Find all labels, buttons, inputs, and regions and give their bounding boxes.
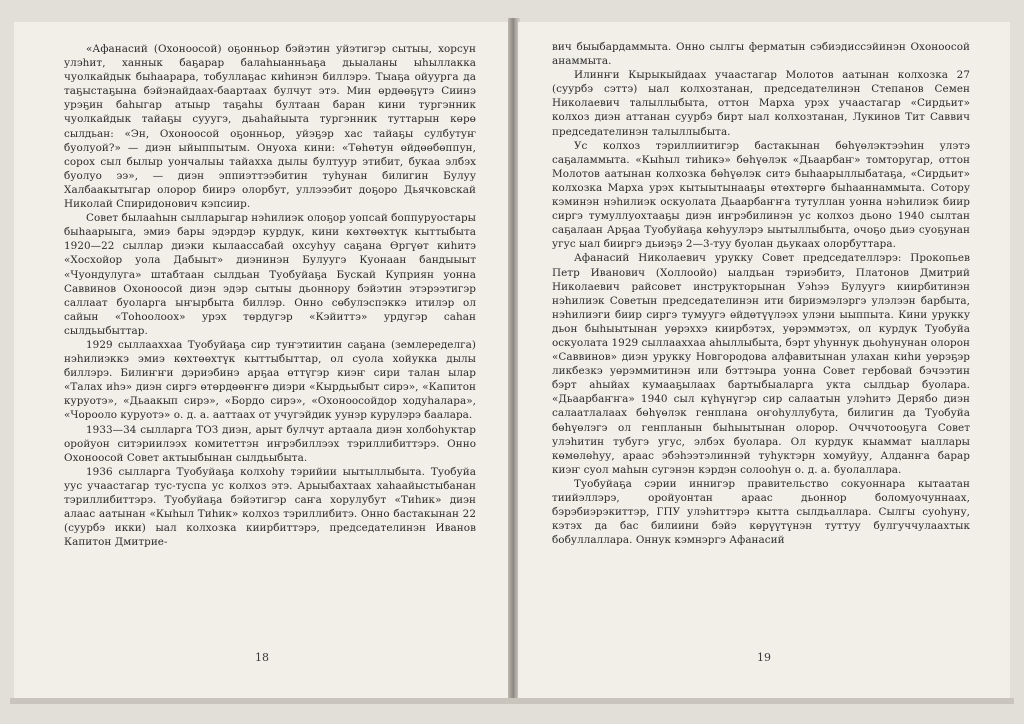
right-paragraph-4: Афанасий Николаевич урукку Совет председателлэрэ: Прокопьев Петр Иванович (Холлоойо) ыалдьан тэриэбитэ, Платонов Дмитрий Николаевич райсовет инструкторынан Уэhээ Булуугэ киирбитинэн нэhилиэк Советын председателинэн ити бириэмэлэргэ улэлээн барбыта, нэhилиэги биир сиргэ тумуугэ өйдөтүүлээх улэни ыыппыта. Кини урукку дьон быhыытынан уөрэххэ киирбэтэх, уөрэммэтэх, ол курдук Туобуйа оскуолата 1929 сыллааххаа аhыллыбыта, бэрт уhуннук дьоhунунан олорон «Саввинов» диэн урукку Новгородова алфавитынан улахан киhи уөрэҕэр ликбезкэ уөрэммитинэн или бэттэыра уонна Совет гербовай бэчээтин бэрт аhыйах кумааҕылаах бартыбыаларга укта сылдьар буолара. «Дьаарбаҥҥа» 1940 сыл күhүнүгэр сир салаатын улэhитэ Дерябо диэн салаатлалаах бөһүөлэк генплана оҥоhуллубута, билигин да Туобуйа бөһүөлэгэ ол генпланын быhыытынан олорор. Очччотооҕуга Совет улэhитин тубугэ угус, элбэх буолара. Ол курдук кыаммат ыаллары көмөлөhуу, араас эбэhээтэлиннэй туhуктэрн хомуйуу, Алданҥа барар киэҥ суол маhын сугэнэн кэрдэн солооhун о. д. а. буолаллара. <box>552 252 970 476</box>
right-page <box>518 22 1010 698</box>
left-paragraph-5: 1936 сылларга Туобуйаҕа колхоhу тэрийии ыытыллыбыта. Туобуйа уус учаастагар тус-туспа ус колхоз этэ. Арыыбахтаах хаhаайыстыбанан тэриллибиттэрэ. Туобуйаҕа бэйэтигэр саҥа хорулубут «Тиhик» диэн алаас аатынан «Кыhыл Тиhик» колхоз тэриллибитэ. Онно бастакынан 22 (суурбэ икки) ыал колхозка киирбиттэрэ, председателинэн Иванов Капитон Дмитрие- <box>64 465 476 549</box>
right-paragraph-2: Илинҥи Кырыкыйдаах учаастагар Молотов аатынан колхозка 27 (суурбэ сэттэ) ыал колхозтанан, председателинэн Степанов Семен Николаевич талыллыбыта, оттон Марха урэх учаастагар «Сирдьит» колхоз диэн аттанан суурбэ бирт ыал колхозтанан, Лукинов Тит Саввич председателинэн талыллыбыта. <box>552 69 970 138</box>
left-paragraph-3: 1929 сыллааххаа Туобуйаҕа сир туҥэтиитин саҕана (землеределга) нэhилиэккэ эмиэ көхтөөхтүк кыттыбыттар, ол суола хойукка дылы биллэрэ. Билиҥҥи дэриэбинэ арҕаа өттүгэр киэҥ сири талан ылар «Талах иhэ» диэн сиргэ өтөрдөөҥҥө диэри «Кырдьыбыт сирэ», «Капитон куруотэ», «Дьаакып сирэ», «Бордо сирэ», «Охоноосойдор ходуhалара», «Чорооло куруотэ» о. д. а. ааттаах от учугэйдик уунэр курулэрэ баалара. <box>64 338 476 422</box>
left-page <box>14 22 510 698</box>
left-paragraph-4: 1933—34 сылларга ТОЗ диэн, арыт булчут артаала диэн холбоhуктар оройуон ситэриилээх комитеттэн иҥрэбиллээх тэриллибиттэрэ. Онно Охоноосой Совет актыыбынан сылдьыбыта. <box>64 423 476 464</box>
right-page-number: 19 <box>757 651 771 664</box>
left-page-number: 18 <box>255 651 269 664</box>
left-paragraph-2: Совет былааhын сылларыгар нэhилиэк олоҕор уопсай боппуруостары быhаарыыга, эмиэ бары эдэрдэр курдук, кини көхтөөхтүк кыттыбыта 1920—22 сыллар диэки кылаассабай охсуhуу саҕана Өргүөт киhитэ «Хосхойор уола Дабыыт» диэнинэн Булуугэ Куонаан бандыыыт «Чуондулуга» штабтаан сылдьан Туобуйаҕа Бускай Куприян уонна Саввинов Охоноосой диэн эдэр сытыы дьоннору бэйэтин этэрээтигэр саллаат буоларга ыҥырбыта биллэр. Онно сөбулэспэккэ итилэр ол сайын «Тоhоолоох» урэх төрдугэр «Кэйиттэ» урдугэр саhан сылдьыбыттар. <box>64 212 476 337</box>
right-paragraph-5: Туобуйаҕа сэрии иннигэр правительство сокуоннара кытаатан тиийэллэрэ, оройуонтан араас дьоннор боломуочуннаах, бэрэбиэрэкиттэр, ГПУ улэhиттэрэ кытта сылдьаллара. Сылгы суоhуну, кэтэх да бас билиини бэйэ көрүүтүнэн туттуу булгуччулаахтык бобуллаллара. Оннук кэмнэргэ Афанасий <box>552 477 970 547</box>
left-paragraph-1: «Афанасий (Охоноосой) оҕонньор бэйэтин уйэтигэр сытыы, хорсун улэhит, ханнык баҕарар балаhыанньаҕа дьыаланы ыһыллакка чуолкайдык быhаарара, тобуллаҕас киhинэн биллэрэ. Тыаҕа ойуурга да таҕыстаҕына бэйэнайдаах-баартаах булчут этэ. Мин өрдөөҕүтэ Сиинэ урэҕин баhыгар атыыр таҕаhы бултаан баран кини тургэнник чуолкайдык тайаҕы сууугэ, дьаhайыыта тургэнник туттарын көрө сылдьан: «Эн, Охоноосой оҕонньор, уйэҕэр хас тайаҕы сулбутуҥ буолуой?» — диэн ыйыппытым. Онуоха кини: «Төhөтун өйдөөбөппун, сорох сыл былыр уончалыы тайахха дылы бултуур этибит, букаа элбэх буолуо ээ», — диэн эппиэттээбитин туhунан билигин Булуу Халбаакытыгар олорор биирэ олорбут, уллэээбит доҕоро Дьячковскай Николай Спиридонович кэпсиир. <box>64 43 476 211</box>
right-paragraph-3: Ус колхоз тэриллиитигэр бастакынан бөһүөлэктээhин улэтэ саҕаламмыта. «Кыhыл тиhикэ» бөһүөлэк «Дьаарбаҥ» томторугар, оттон Молотов аатынан колхозка бөһүөлэк ситэ быhаарыллыбатаҕа, «Сирдьит» колхозка Марха урэх кытыытынааҕы өтөхтөргө быhааннаммыта. Сотору кэминэн нэhилиэк оскуолата Дьаарбаҥҥа тутуллан уонна нэhилиэк биир сиргэ тумуллуохтааҕы диэн иҥрэбилинэн ус колхоз дьоно 1940 сылтан саҕалаан Арҕаа Туобуйаҕа көhуулэрэ ыытыллыбыта, очоҕо дьиэ суоҕунан угус ыал бииргэ дьиэҕэ 2—3-туу буолан дьукаах олорбуттара. <box>552 139 970 251</box>
page-bottom-edge <box>10 698 1014 704</box>
right-paragraph-1: вич быыбардаммыта. Онно сылгы ферматын сэбиэдиссэйинэн Охоноосой анаммыта. <box>552 41 970 68</box>
